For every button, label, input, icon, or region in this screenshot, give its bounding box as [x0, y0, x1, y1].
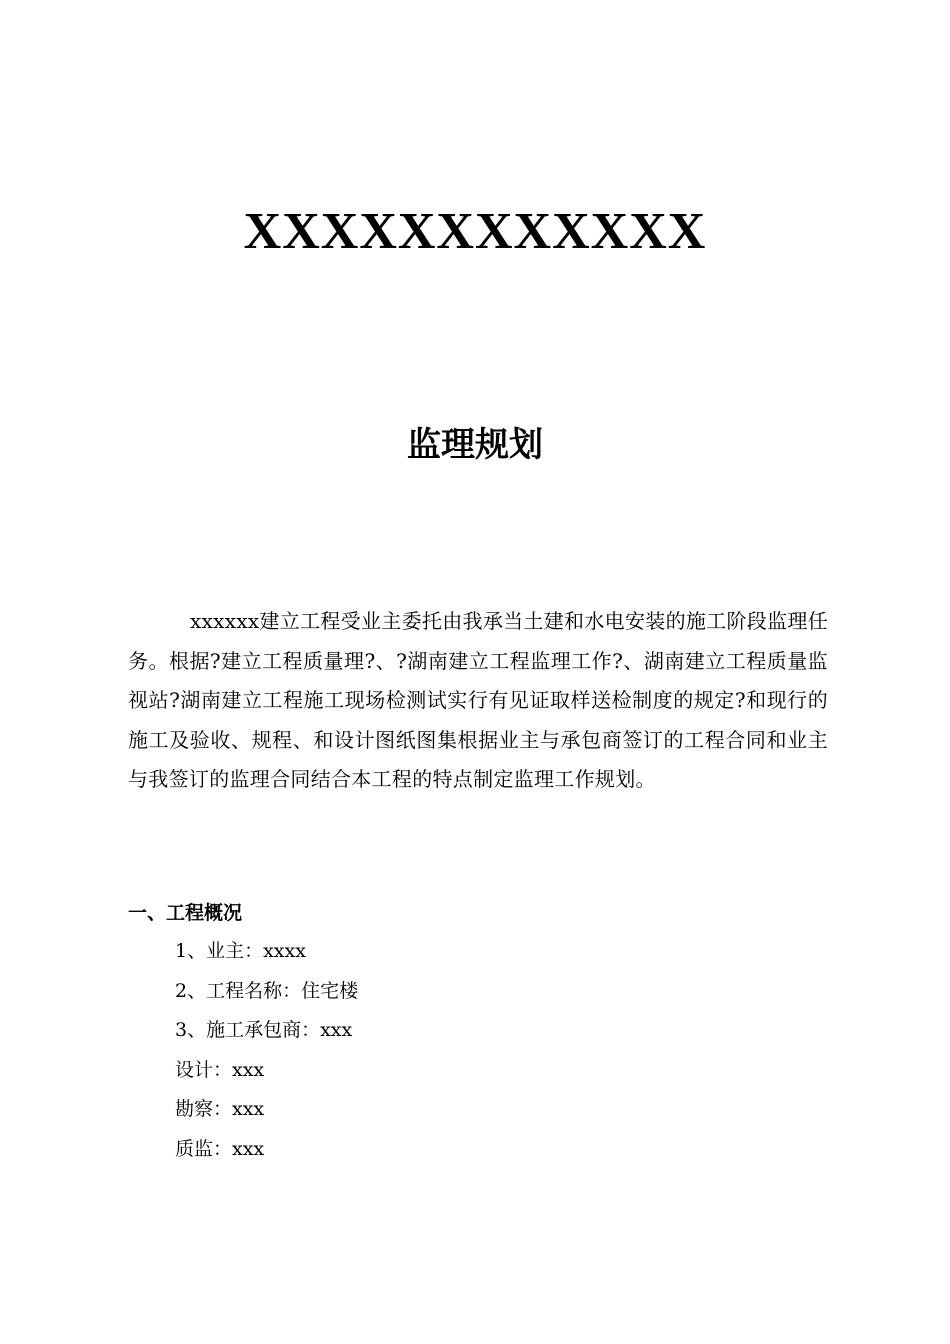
info-item-project-name: 2、工程名称：住宅楼 [175, 979, 359, 1002]
document-title: XXXXXXXXXXXX [243, 203, 707, 260]
document-subtitle: 监理规划 [407, 425, 543, 465]
info-item-owner: 1、业主：xxxx [175, 940, 306, 962]
section-heading-project-overview: 一、工程概况 [128, 902, 243, 924]
intro-paragraph: xxxxxx建立工程受业主委托由我承当土建和水电安装的施工阶段监理任务。根据?建立工程质量理?、?湖南建立工程监理工作?、湖南建立工程质量监视站?湖南建立工程施工现场检测试实行有见证取样送检制度的规定?和现行的施工及验收、规程、和设计图纸图集根据业主与承包商签订的工程合同和业主与我签订的监理合同结合本工程的特点制定监理工作规划。 [128, 609, 828, 791]
info-item-contractor: 3、施工承包商：xxx [175, 1019, 353, 1041]
project-info-list [175, 932, 358, 1169]
info-item-survey: 勘察：xxx [175, 1098, 265, 1120]
info-item-design: 设计：xxx [175, 1058, 265, 1081]
info-item-quality-supervision: 质监：xxx [175, 1137, 265, 1160]
